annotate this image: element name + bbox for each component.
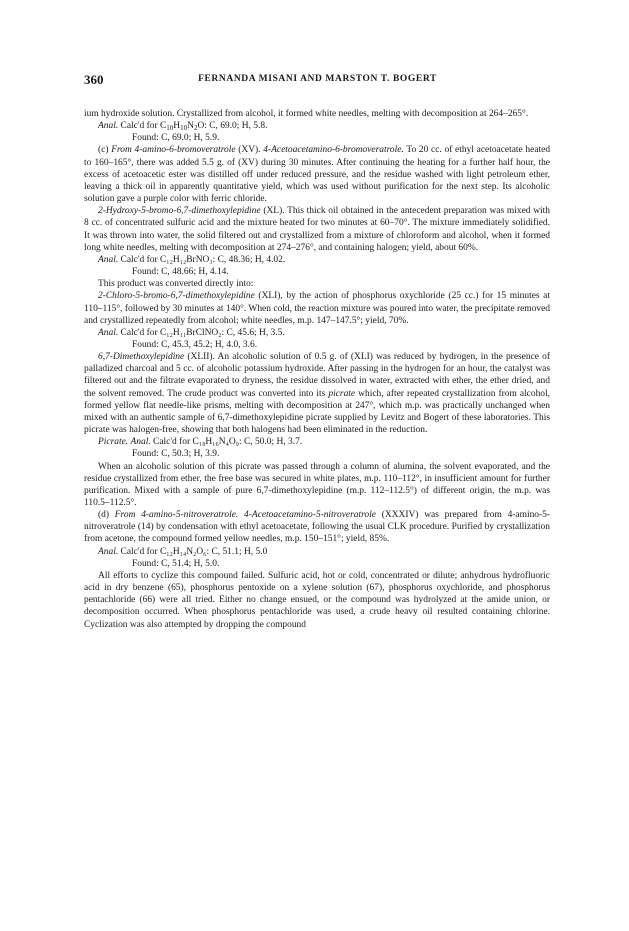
section-from: From xyxy=(111,145,132,156)
paragraph-cyclize: All efforts to cyclize this compound failed. Sulfuric acid, hot or cold, concentrated or dilute; anhydrous hydrofluoric acid in dry benzene (65), phosphorus pentoxide on a xylene solution (67), phosphorus oxychloride, and phosphorus pentachloride (66) were all tried. Either no change ensued, or the compound was hydrolyzed at the amide union, or decomposition occurred. When phosphorus pentachloride was used, a crude heavy oil resulted containing chlorine. Cyclization was also attempted by dropping the compound xyxy=(84,570,550,630)
calc-text: Calc'd for C₁₂H₁₂BrNO₃: C, 48.36; H, 4.02. xyxy=(120,254,286,265)
analysis-calculated-2 xyxy=(84,254,550,266)
page-header xyxy=(84,72,551,88)
formula-atom: H xyxy=(173,121,181,132)
analysis-found-2: Found: C, 48.66; H, 4.14. xyxy=(132,267,229,278)
formula-sub: 10 xyxy=(180,124,188,133)
product-name: 4-Acetoacetamino-5-nitroveratrole xyxy=(244,510,376,521)
paragraph-section-c xyxy=(84,144,550,205)
paragraph-body: (XLI), by the action of phosphorus oxychloride (25 cc.) for 15 minutes at 110–115°, followed by 30 minutes at 140°. When cold, the reaction mixture was poured into water, the precipitate removed and crystallized repeatedly from alcohol; white needles, m.p. 147–147.5°; yield, 70%. xyxy=(84,291,550,326)
formula-sub: 10 xyxy=(166,124,174,133)
paragraph-converted: This product was converted directly into: xyxy=(98,279,254,290)
paragraph-compound-xl xyxy=(84,205,550,254)
paragraph-body: To 20 cc. of ethyl acetoacetate heated to 160–165°, there was added 5.5 g. of (XV) during 30 minutes. After continuing the heating for a further half hour, the excess of acetoacetic ester was distilled off under reduced pressure, and the residue washed with light petroleum ether, leaving a thick oil in apparently quantitative yield, which was used without purification for the next step. Its alcoholic solution gave a purple color with ferric chloride. xyxy=(84,145,551,205)
paragraph-body: (XLII). An alcoholic solution of 0.5 g. of (XLI) was reduced by hydrogen, in the presence of palladized charcoal and 5 cc. of alcoholic potassium hydroxide. After passing in the hydrogen for an hour, the catalyst was filtered out and the filtrate evaporated to dryness, the residue dissolved in water, extracted with ether, the ether dried, and the solvent removed. The crude product was converted into its xyxy=(84,352,550,399)
anal-label: Anal. xyxy=(98,121,119,132)
body-text xyxy=(84,108,550,631)
formula-atom: N xyxy=(187,121,194,132)
paragraph-body: (XXXIV) was prepared from 4-amino-5-nitroveratrole (14) by condensation with ethyl acetoacetate, following the usual CLK procedure. Purified by crystallization from acetone, the compound formed yellow needles, m.p. 150–151°; yield, 85%. xyxy=(84,510,551,545)
picrate-label: Picrate. xyxy=(98,437,129,448)
formula-sub: 2 xyxy=(193,124,198,133)
compound-name: 2-Chloro-5-bromo-6,7-dimethoxylepidine xyxy=(98,291,255,302)
picrate-term: picrate xyxy=(328,388,356,399)
anal-label: Anal. xyxy=(98,327,119,338)
paragraph-body-cont: which, after repeated crystallization from alcohol, formed yellow flat needle-like prisms, melting with decomposition at 247°, which m.p. was practically unchanged when mixed with an authentic sample of 6,7-dimethoxylepidine picrate supplied by Levitz and Bogert of these laboratories. This picrate was halogen-free, showing that both halogens had been eliminated in the reduction. xyxy=(84,388,550,436)
compound-name: 2-Hydroxy-5-bromo-6,7-dimethoxylepidine xyxy=(98,206,261,217)
section-label: (d) xyxy=(98,510,110,521)
anal-label: Anal. xyxy=(130,437,151,448)
anal-label: Anal. xyxy=(98,254,119,265)
section-from-compound: 4-amino-6-bromoveratrole xyxy=(134,145,236,156)
analysis-calculated-4 xyxy=(84,436,550,448)
calc-text: Calc'd for C₁₂H₁₁BrClNO₂: C, 45.6; H, 3.5. xyxy=(120,327,285,338)
paragraph-ium-hydroxide: ium hydroxide solution. Crystallized from alcohol, it formed white needles, melting with decomposition at 264–265°. xyxy=(84,109,529,119)
analysis-found-5: Found: C, 51.4; H, 5.0. xyxy=(132,558,220,569)
analysis-found-3: Found: C, 45.3, 45.2; H, 4.0, 3.6. xyxy=(132,339,258,350)
paragraph-alumina: When an alcoholic solution of this picrate was passed through a column of alumina, the solvent evaporated, and the residue crystallized from ether, the free base was secured in white plates, m.p. 110–112°, in insufficient amount for further purification. Mixed with a sample of pure 6,7-dimethoxylepidine (m.p. 112–112.5°) of different origin, the m.p. was 110.5–112.5°. xyxy=(84,461,550,508)
paragraph-section-d xyxy=(84,509,550,545)
compound-name: 6,7-Dimethoxylepidine xyxy=(98,352,185,363)
analysis-found-1: Found: C, 69.0; H, 5.9. xyxy=(132,133,220,144)
calc-prefix: Calc'd for C xyxy=(120,121,167,132)
calc-values: : C, 69.0; H, 5.8. xyxy=(204,121,268,132)
running-head: FERNANDA MISANI AND MARSTON T. BOGERT xyxy=(198,74,437,84)
analysis-calculated-5 xyxy=(84,546,550,558)
calc-text: Calc'd for C₁₈H₁₆N₄O₉: C, 50.0; H, 3.7. xyxy=(153,437,303,448)
compound-number: (XV). xyxy=(238,145,261,156)
anal-label: Anal. xyxy=(98,546,119,557)
paragraph-compound-xli xyxy=(84,290,550,326)
paragraph-compound-xlii xyxy=(84,351,550,436)
section-from: From 4-amino-5-nitroveratrole. xyxy=(114,510,239,521)
formula-atom: O xyxy=(197,121,205,132)
analysis-calculated-1 xyxy=(84,120,550,132)
analysis-found-4: Found: C, 50.3; H, 3.9. xyxy=(132,449,220,460)
analysis-calculated-3 xyxy=(84,327,550,339)
section-label: (c) xyxy=(98,145,109,156)
product-name: 4-Acetoacetamino-6-bromoveratrole. xyxy=(263,145,404,156)
paragraph-body: (XL). This thick oil obtained in the antecedent preparation was mixed with 8 cc. of concentrated sulfuric acid and the mixture heated for two minutes at 60–70°. The mixture immediately solidified. It was thrown into water, the solid filtered out and crystallized from a mixture of chloroform and alcohol, when it formed long white needles, melting with decomposition at 274–276°, and containing halogen; yield, about 60%. xyxy=(84,206,551,253)
calc-text: Calc'd for C₁₂H₁₄N₂O₆: C, 51.1; H, 5.0 xyxy=(120,546,268,557)
page-number: 360 xyxy=(84,72,104,87)
